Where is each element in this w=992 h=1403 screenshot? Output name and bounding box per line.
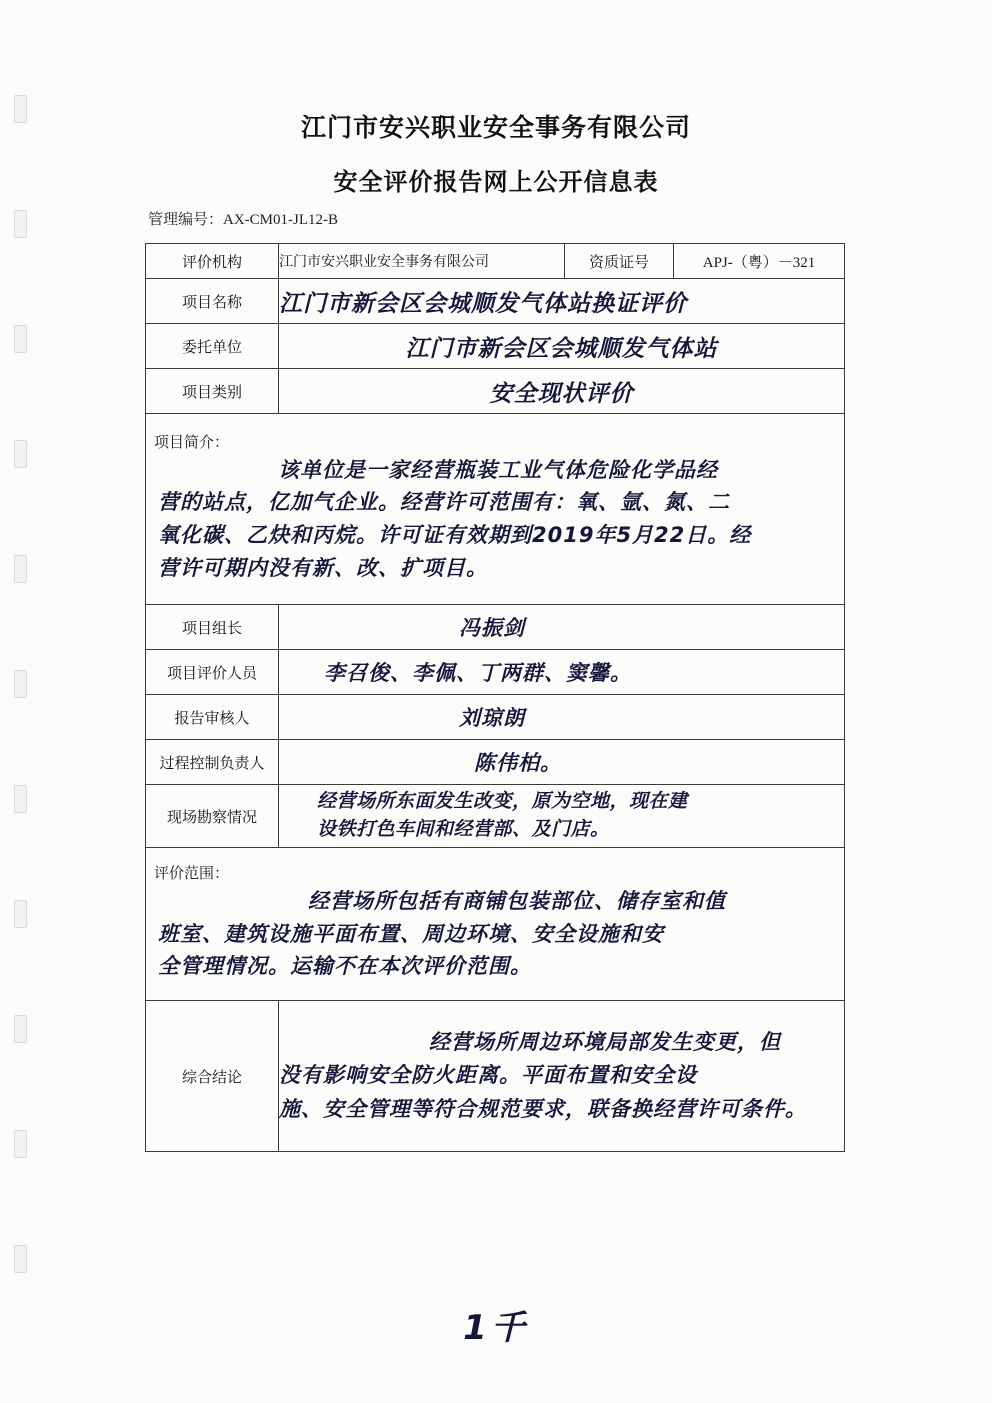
intro-line: 氧化碳、乙炔和丙烷。许可证有效期到2019年5月22日。经 [158,523,752,547]
value-team-leader: 冯振剑 [279,605,845,650]
table-row-process-control [146,740,845,785]
form-title: 安全评价报告网上公开信息表 [333,169,659,196]
value-client: 江门市新会区会城顺发气体站 [279,324,845,369]
document-header [0,108,992,197]
site-survey-line: 设铁打色车间和经营部、及门店。 [317,818,610,840]
punch-hole [14,1130,27,1158]
company-title: 江门市安兴职业安全事务有限公司 [300,114,691,142]
punch-hole [14,1015,27,1043]
value-process-control: 陈伟柏。 [279,740,845,785]
label-introduction: 项目简介： [154,433,230,451]
value-site-survey [279,785,845,848]
intro-line: 营许可期内没有新、改、扩项目。 [158,555,488,580]
value-introduction [146,452,844,592]
label-project-type: 项目类别 [146,369,279,414]
scope-line: 经营场所包括有商铺包装部位、储存室和值 [308,889,726,914]
value-agency: 江门市安兴职业安全事务有限公司 [279,244,565,279]
value-scope [146,883,844,991]
value-certificate: APJ-（粤）－321 [674,244,845,279]
punch-hole [14,670,27,698]
table-row-project-name [146,279,845,324]
value-reviewer: 刘琼朗 [279,695,845,740]
label-agency: 评价机构 [146,244,279,279]
table-row-conclusion [146,1001,845,1152]
public-information-form [145,243,845,1152]
punch-hole [14,900,27,928]
value-assessors: 李召俊、李佩、丁两群、窦馨。 [279,650,845,695]
table-row-agency [146,244,845,279]
conclusion-line: 经营场所周边环境局部发生变更，但 [429,1029,781,1054]
label-process-control: 过程控制负责人 [146,740,279,785]
label-site-survey: 现场勘察情况 [146,785,279,848]
label-client: 委托单位 [146,324,279,369]
intro-line: 营的站点，亿加气企业。经营许可范围有：氧、氩、氮、二 [158,490,730,515]
conclusion-line: 没有影响安全防火距离。平面布置和安全设 [279,1063,697,1088]
punch-hole [14,440,27,468]
label-conclusion: 综合结论 [146,1001,279,1152]
cell-introduction [146,414,845,605]
site-survey-line: 经营场所东面发生改变，原为空地，现在建 [317,790,688,813]
value-project-name: 江门市新会区会城顺发气体站换证评价 [279,279,845,324]
management-number: 管理编号：AX-CM01-JL12-B [148,212,338,228]
punch-hole [14,325,27,353]
table-row-site-survey [146,785,845,848]
scope-line: 全管理情况。运输不在本次评价范围。 [158,954,532,979]
label-reviewer: 报告审核人 [146,695,279,740]
scope-line: 班室、建筑设施平面布置、周边环境、安全设施和安 [158,921,664,946]
table-row-team-leader [146,605,845,650]
label-project-name: 项目名称 [146,279,279,324]
punch-hole [14,785,27,813]
table-row-introduction [146,414,845,605]
punch-hole [14,555,27,583]
page-number: 1千 [463,1308,529,1348]
conclusion-line: 施、安全管理等符合规范要求，联备换经营许可条件。 [279,1096,807,1121]
table-row-reviewer [146,695,845,740]
table-row-project-type [146,369,845,414]
table-row-scope [146,848,845,1001]
label-assessors: 项目评价人员 [146,650,279,695]
cell-scope [146,848,845,1001]
label-certificate: 资质证号 [565,244,674,279]
label-team-leader: 项目组长 [146,605,279,650]
table-row-assessors [146,650,845,695]
table-row-client [146,324,845,369]
label-scope: 评价范围： [154,865,230,883]
value-project-type: 安全现状评价 [279,369,845,414]
intro-line: 该单位是一家经营瓶装工业气体危险化学品经 [278,457,718,482]
punch-hole [14,1245,27,1273]
punch-hole [14,210,27,238]
value-conclusion [279,1001,845,1152]
